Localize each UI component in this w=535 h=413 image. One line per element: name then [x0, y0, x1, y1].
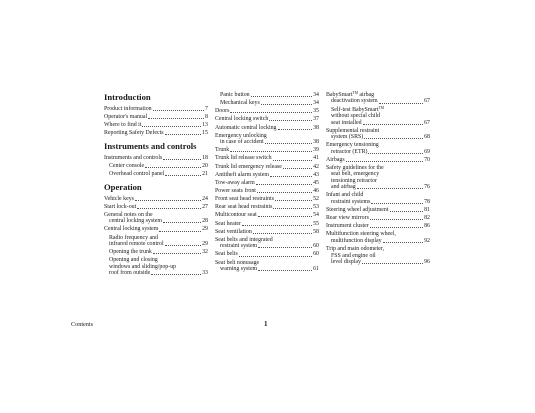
- toc-entry-text: Seat belts and integrated: [215, 236, 273, 243]
- dot-leader: [253, 233, 312, 234]
- section-heading-operation: Operation: [104, 181, 142, 192]
- toc-entry-center-console[interactable]: [104, 163, 208, 169]
- dot-leader: [163, 159, 201, 160]
- toc-entry-seat-ventilation[interactable]: [215, 229, 319, 235]
- toc-page-number: 76: [424, 184, 430, 191]
- dot-leader: [273, 208, 312, 209]
- dot-leader: [242, 225, 312, 226]
- toc-entry-text: restraint system: [220, 243, 258, 250]
- toc-entry-text: windows and sliding/pop-up: [109, 263, 177, 270]
- toc-entry-text: Tow-away alarm: [215, 179, 255, 186]
- dot-leader: [390, 211, 424, 212]
- toc-entry-text: Trunk lid emergency release: [215, 163, 282, 170]
- toc-entry-text: Emergency unlocking: [215, 132, 267, 139]
- toc-entry-where-to-find-it[interactable]: [104, 122, 208, 128]
- toc-entry-text: BabySmart™ airbag: [326, 91, 375, 98]
- toc-page-number: 96: [424, 258, 430, 265]
- toc-entry-text: Product information: [104, 106, 152, 112]
- toc-entry-text: Infant and child: [326, 192, 364, 199]
- toc-page-number: 38: [313, 124, 319, 131]
- toc-entry-power-seats-front[interactable]: [215, 188, 319, 194]
- toc-entry-automatic-central-locking[interactable]: [215, 125, 319, 131]
- toc-page-number: 35: [313, 108, 319, 115]
- dot-leader: [258, 270, 312, 271]
- toc-entry-text: infrared remote control: [109, 241, 164, 248]
- toc-page-number: 41: [313, 155, 319, 162]
- toc-entry-text: Opening and closing: [109, 257, 158, 264]
- toc-page-number: 20: [202, 163, 208, 170]
- dot-leader: [135, 200, 201, 201]
- dot-leader: [269, 120, 312, 121]
- toc-entry-text: restraint systems: [331, 198, 371, 205]
- toc-page-number: 37: [313, 116, 319, 123]
- toc-entry-text: Operator's manual: [104, 114, 148, 121]
- dot-leader: [364, 138, 423, 139]
- toc-entry-text: Vehicle keys: [104, 195, 134, 202]
- dot-leader: [165, 175, 201, 176]
- dot-leader: [151, 274, 201, 275]
- dot-leader: [258, 247, 312, 248]
- toc-page-number: 43: [313, 171, 319, 178]
- toc-page-number: 39: [313, 147, 319, 154]
- toc-entry-seat-belt-nonusage-warning-system[interactable]: [215, 260, 319, 273]
- toc-entry-text: Trunk: [215, 147, 230, 154]
- toc-entry-text: retractor (ETR): [331, 148, 368, 155]
- toc-entry-multifunction-steering-wheel-multifunction-display[interactable]: [326, 231, 430, 244]
- dot-leader: [362, 263, 423, 264]
- toc-entry-start-lock-out[interactable]: [104, 204, 208, 210]
- dot-leader: [383, 242, 424, 243]
- dot-leader: [230, 112, 312, 113]
- dot-leader: [371, 203, 423, 204]
- toc-entry-general-notes-on-the-central-locking-system[interactable]: [104, 212, 208, 225]
- toc-entry-trunk[interactable]: [215, 147, 319, 153]
- dot-leader: [283, 168, 312, 169]
- toc-entry-trip-and-main-odometer-fss-and-engine-oil-level-display[interactable]: [326, 246, 430, 265]
- dot-leader: [137, 208, 201, 209]
- dot-leader: [165, 134, 202, 135]
- toc-entry-text: Seat belt nonusage: [215, 259, 260, 266]
- toc-entry-text: roof from outside: [109, 270, 151, 277]
- toc-page-number: 7: [205, 106, 208, 112]
- toc-page-number: 58: [313, 228, 319, 235]
- dot-leader: [346, 161, 423, 162]
- toc-entry-text: Steering wheel adjustment: [326, 207, 389, 214]
- toc-entry-instruments-and-controls[interactable]: [104, 155, 208, 161]
- toc-page-number: 53: [313, 204, 319, 211]
- toc-entry-text: Start lock-out: [104, 203, 137, 210]
- dot-leader: [153, 110, 204, 111]
- dot-leader: [148, 118, 204, 119]
- toc-entry-text: Seat belts: [215, 251, 238, 258]
- toc-entry-text: Doors: [215, 108, 230, 115]
- dot-leader: [251, 96, 312, 97]
- toc-page-number: 42: [313, 163, 319, 170]
- toc-entry-steering-wheel-adjustment[interactable]: [326, 207, 430, 213]
- toc-entry-seat-belts-and-integrated-restraint-system[interactable]: [215, 237, 319, 250]
- toc-entry-central-locking-switch[interactable]: [215, 116, 319, 122]
- toc-entry-text: Multicontour seat: [215, 212, 257, 219]
- dot-leader: [370, 219, 423, 220]
- toc-entry-antitheft-alarm-system[interactable]: [215, 172, 319, 178]
- toc-page-number: 15: [202, 130, 208, 137]
- toc-page-number: 34: [313, 92, 319, 98]
- toc-entry-text: Overhead control panel: [109, 171, 165, 178]
- toc-column-2: [215, 92, 319, 274]
- toc-entry-safety-guidelines-for-the-seat-belt-emergency-tensioning-retractor-and-airbag[interactable]: [326, 165, 430, 191]
- toc-page-number: 34: [313, 100, 319, 107]
- toc-page-number: 21: [202, 171, 208, 178]
- toc-page-number: 33: [202, 270, 208, 277]
- toc-entry-text: Instrument cluster: [326, 223, 369, 230]
- section-heading-instruments-and-controls: Instruments and controls: [104, 140, 197, 151]
- toc-entry-text: Multifunction steering wheel,: [326, 231, 396, 238]
- toc-entry-emergency-unlocking-in-case-of-accident[interactable]: [215, 133, 319, 146]
- toc-entry-text: Seat heater: [215, 220, 242, 227]
- toc-page-number: 32: [202, 249, 208, 256]
- toc-entry-instrument-cluster[interactable]: [326, 223, 430, 229]
- dot-leader: [368, 153, 423, 154]
- footer-page-number: 1: [264, 320, 268, 328]
- dot-leader: [258, 216, 312, 217]
- toc-page-number: 86: [424, 223, 430, 230]
- dot-leader: [379, 103, 423, 104]
- toc-column-1: [104, 92, 208, 278]
- toc-entry-operator-s-manual[interactable]: [104, 114, 208, 120]
- toc-entry-text: Automatic central locking: [215, 124, 277, 131]
- toc-entry-text: Trunk lid release switch: [215, 155, 272, 162]
- toc-column-3: [326, 92, 430, 267]
- toc-page-number: 54: [313, 212, 319, 219]
- toc-entry-text: Central locking switch: [215, 116, 269, 123]
- toc-entry-infant-and-child-restraint-systems[interactable]: [326, 192, 430, 205]
- toc-entry-trunk-lid-release-switch[interactable]: [215, 155, 319, 161]
- toc-page-number: 69: [424, 148, 430, 155]
- toc-page-number: 68: [424, 134, 430, 141]
- toc-page-number: 29: [202, 226, 208, 233]
- trademark-mark: TM: [378, 105, 384, 110]
- dot-leader: [165, 245, 201, 246]
- toc-entry-opening-the-trunk[interactable]: [104, 249, 208, 255]
- toc-entry-rear-seat-head-restraints[interactable]: [215, 204, 319, 210]
- toc-entry-text: Panic button: [220, 92, 250, 98]
- toc-entry-text: Reporting Safety Defects: [104, 130, 164, 137]
- toc-entry-text: Center console: [109, 163, 145, 170]
- toc-page-number: 38: [313, 139, 319, 146]
- toc-entry-text: tensioning retractor: [331, 177, 377, 184]
- toc-entry-airbags[interactable]: [326, 157, 430, 163]
- toc-entry-text: Power seats front: [215, 188, 256, 194]
- toc-entry-text: Central locking system: [104, 226, 159, 233]
- dot-leader: [257, 192, 312, 193]
- toc-entry-text: deactivation system: [331, 98, 378, 105]
- toc-page-number: 78: [424, 198, 430, 205]
- toc-page-number: 52: [313, 196, 319, 203]
- toc-entry-text: General notes on the: [104, 211, 153, 218]
- toc-page-number: 82: [424, 215, 430, 222]
- toc-entry-text: Airbags: [326, 156, 345, 163]
- toc-entry-text: Front seat head restraints: [215, 196, 275, 203]
- toc-entry-text: central locking system: [109, 218, 163, 225]
- toc-entry-vehicle-keys[interactable]: [104, 196, 208, 202]
- toc-entry-mechanical-keys[interactable]: [215, 100, 319, 106]
- toc-entry-multicontour-seat[interactable]: [215, 212, 319, 218]
- dot-leader: [142, 126, 201, 127]
- toc-entry-supplemental-restraint-system-srs[interactable]: [326, 128, 430, 141]
- toc-entry-seat-heater[interactable]: [215, 221, 319, 227]
- toc-entry-text: Rear seat head restraints: [215, 204, 273, 211]
- dot-leader: [278, 129, 313, 130]
- toc-page-number: 18: [202, 154, 208, 161]
- dot-leader: [261, 104, 312, 105]
- toc-page-number: 8: [205, 114, 208, 121]
- toc-page-number: 46: [313, 188, 319, 194]
- dot-leader: [363, 124, 424, 125]
- dot-leader: [239, 256, 312, 257]
- toc-entry-text: Mechanical keys: [220, 100, 260, 107]
- toc-entry-text: seat installed: [331, 119, 362, 126]
- dot-leader: [265, 143, 312, 144]
- dot-leader: [153, 253, 201, 254]
- toc-entry-text: Rear view mirrors: [326, 215, 369, 222]
- toc-entry-text: Supplemental restraint: [326, 127, 380, 134]
- dot-leader: [357, 188, 423, 189]
- toc-entry-tow-away-alarm[interactable]: [215, 180, 319, 186]
- dot-leader: [145, 167, 201, 168]
- toc-entry-text: Trip and main odometer,: [326, 246, 385, 253]
- toc-entry-radio-frequency-and-infrared-remote-control[interactable]: [104, 235, 208, 248]
- toc-entry-reporting-safety-defects[interactable]: [104, 130, 208, 136]
- toc-entry-overhead-control-panel[interactable]: [104, 171, 208, 177]
- dot-leader: [163, 222, 201, 223]
- toc-page-number: 13: [202, 122, 208, 129]
- dot-leader: [230, 151, 312, 152]
- toc-entry-seat-belts[interactable]: [215, 251, 319, 257]
- toc-entry-text: Safety guidelines for the: [326, 164, 384, 171]
- dot-leader: [370, 227, 423, 228]
- toc-entry-text: seat belt, emergency: [331, 171, 380, 178]
- toc-entry-text: level display: [331, 258, 361, 265]
- toc-page-number: 60: [313, 251, 319, 258]
- toc-entry-emergency-tensioning-retractor-etr[interactable]: [326, 142, 430, 155]
- toc-page-number: 60: [313, 243, 319, 250]
- footer-section-label: Contents: [71, 321, 94, 328]
- toc-entry-product-information[interactable]: [104, 106, 208, 112]
- toc-entry-doors[interactable]: [215, 108, 319, 114]
- toc-page-number: 70: [424, 156, 430, 163]
- toc-entry-text: in case of accident: [220, 139, 264, 146]
- toc-entry-text: FSS and engine oil: [331, 252, 376, 259]
- toc-entry-text: system (SRS): [331, 134, 364, 141]
- toc-page-number: 81: [424, 207, 430, 214]
- toc-entry-text: Where to find it: [104, 122, 142, 129]
- toc-entry-text: Radio frequency and: [109, 234, 159, 241]
- section-heading-introduction: Introduction: [104, 92, 151, 102]
- toc-page-number: 61: [313, 266, 319, 273]
- toc-page-number: 67: [424, 98, 430, 105]
- toc-page-number: 28: [202, 218, 208, 225]
- dot-leader: [159, 231, 201, 232]
- toc-page-number: 67: [424, 119, 430, 126]
- toc-entry-text: without special child: [331, 113, 381, 120]
- toc-entry-text: multifunction display: [331, 237, 382, 244]
- dot-leader: [273, 160, 313, 161]
- dot-leader: [275, 200, 312, 201]
- toc-entry-rear-view-mirrors[interactable]: [326, 215, 430, 221]
- toc-entry-panic-button[interactable]: [215, 92, 319, 98]
- toc-page-number: 55: [313, 220, 319, 227]
- toc-page-number: 45: [313, 179, 319, 186]
- toc-entry-front-seat-head-restraints[interactable]: [215, 196, 319, 202]
- toc-entry-text: Opening the trunk: [109, 249, 152, 256]
- toc-entry-babysmarttm-airbag-deactivation-system[interactable]: [326, 92, 430, 105]
- toc-page-number: 27: [202, 203, 208, 210]
- toc-entry-opening-and-closing-windows-and-sliding-pop-up-roof-from-outside[interactable]: [104, 257, 208, 276]
- toc-page-number: 29: [202, 241, 208, 248]
- toc-entry-text: Instruments and controls: [104, 154, 163, 161]
- toc-entry-self-test-babysmarttm-without-special-child-seat-installed[interactable]: [326, 107, 430, 126]
- toc-entry-text: Antitheft alarm system: [215, 171, 269, 178]
- toc-entry-text: warning system: [220, 266, 258, 273]
- toc-page-number: 92: [424, 237, 430, 244]
- toc-entry-text: Emergency tensioning: [326, 142, 379, 149]
- toc-entry-text: Self-test BabySmart™: [331, 105, 384, 113]
- toc-entry-text: and airbag: [331, 184, 356, 191]
- toc-entry-central-locking-system[interactable]: [104, 226, 208, 232]
- trademark-mark: TM: [352, 91, 358, 95]
- toc-entry-text: Seat ventilation: [215, 228, 252, 235]
- toc-page-number: 24: [202, 195, 208, 202]
- dot-leader: [270, 176, 312, 177]
- toc-entry-trunk-lid-emergency-release[interactable]: [215, 164, 319, 170]
- dot-leader: [256, 184, 312, 185]
